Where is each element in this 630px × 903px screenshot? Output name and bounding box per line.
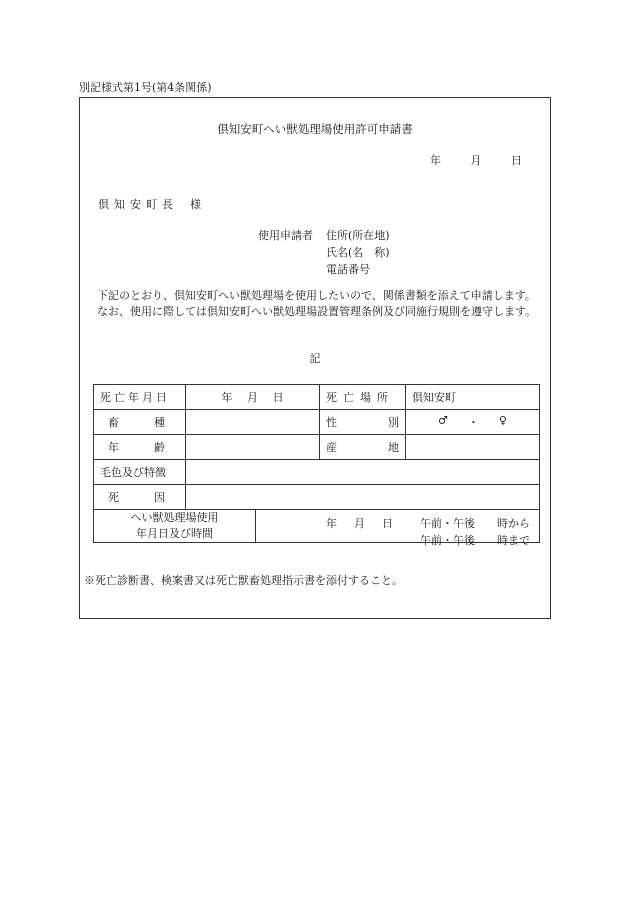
cause-field[interactable] [186,485,540,510]
table-row [94,485,540,510]
request-text [84,288,546,320]
end-suffix: 時まで [497,534,530,547]
year-label: 年 [430,154,441,167]
age-field[interactable] [186,435,320,460]
separator-dot: ・ [467,416,479,429]
species-label: 畜 種 [108,416,165,429]
death-month-label: 月 [246,391,258,404]
month-label: 月 [470,154,482,167]
start-am-pm[interactable]: 午前・午後 [420,517,475,530]
form-number: 別記様式第1号(第4条関係) [79,81,212,94]
applicant-name-label[interactable]: 氏名(名 称) [326,246,390,259]
usage-month-label: 月 [354,517,365,530]
death-date-field[interactable] [186,385,320,410]
female-option[interactable]: ♀ [498,414,507,427]
usage-day-label: 日 [382,517,393,530]
male-option[interactable]: ♂ [438,414,448,427]
origin-label: 産 地 [326,441,399,454]
usage-date [326,515,410,531]
applicant-heading: 使用申請者 [258,229,313,242]
attachment-note: ※死亡診断書、検案書又は死亡獣畜処理指示書を添付すること。 [84,574,403,587]
request-line-2: なお、使用に際しては倶知安町へい獣処理場設置管理条例及び同施行規則を遵守します。 [97,305,537,318]
death-place-field[interactable]: 倶知安町 [406,385,540,410]
table-row [94,385,540,410]
death-day-label: 日 [272,391,284,404]
origin-field[interactable] [406,435,540,460]
form-title: 倶知安町へい獣処理場使用許可申請書 [217,122,413,136]
death-date-label: 死亡年月日 [100,391,170,404]
request-line-1: 下記のとおり、倶知安町へい獣処理場を使用したいので、関係書類を添えて申請します。 [97,289,536,302]
application-date [426,152,522,168]
death-place-label: 死亡場所 [326,391,394,404]
age-label: 年 齢 [108,441,165,454]
table-row [94,510,540,543]
table-row [94,435,540,460]
application-form [79,97,551,619]
applicant-address-label[interactable]: 住所(所在地) [326,229,390,242]
cause-label: 死 因 [108,491,165,504]
table-row [94,410,540,435]
usage-label-line-2: 年月日及び時間 [136,527,213,540]
death-year-label: 年 [221,391,233,404]
carcass-info-table [93,384,540,547]
addressee-name: 倶知安町長 [98,198,178,211]
coat-label: 毛色及び特徴 [94,460,186,485]
sex-label: 性 別 [326,416,399,429]
applicant-phone-label[interactable]: 電話番号 [326,263,370,276]
usage-start-time [420,515,552,531]
usage-label-line-1: へい獣処理場使用 [130,511,219,524]
usage-label [94,510,256,543]
usage-time-field[interactable] [256,510,540,547]
species-field[interactable] [186,410,320,435]
addressee [98,196,201,212]
applicant-block [258,227,390,278]
ki-heading: 記 [309,352,321,365]
table-row [94,460,540,485]
day-label: 日 [511,154,522,167]
end-am-pm[interactable]: 午前・午後 [420,534,475,547]
start-suffix: 時から [497,517,530,530]
usage-end-time [420,532,552,548]
usage-year-label: 年 [326,517,337,530]
coat-field[interactable] [186,460,540,485]
sex-field[interactable] [406,410,540,435]
addressee-honorific: 様 [190,198,201,211]
